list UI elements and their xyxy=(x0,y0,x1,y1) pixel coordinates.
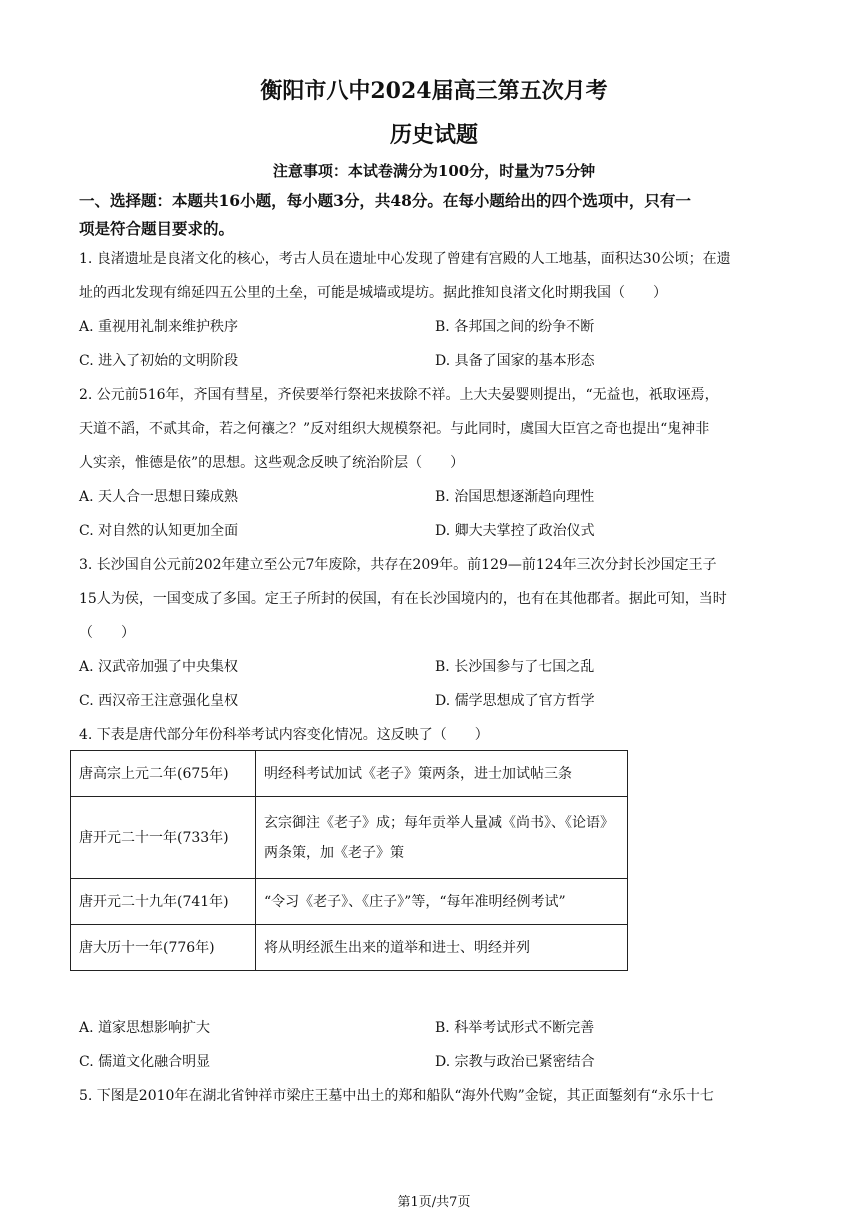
table-row xyxy=(71,751,628,797)
table-row xyxy=(71,925,628,971)
question-2-option-c: C. 对自然的认知更加全面 xyxy=(79,523,239,539)
question-4-option-a: A. 道家思想影响扩大 xyxy=(79,1020,211,1036)
question-2-option-b: B. 治国思想逐渐趋向理性 xyxy=(435,489,595,505)
question-2-option-d: D. 卿大夫掌控了政治仪式 xyxy=(435,523,595,539)
table-cell-content: “令习《老子》、《庄子》”等，“每年准明经例考试” xyxy=(256,879,628,925)
exam-title: 衡阳市八中2024届高三第五次月考 xyxy=(260,78,608,104)
question-4-option-b: B. 科举考试形式不断完善 xyxy=(435,1020,595,1036)
question-5-line-1: 5. 下图是2010年在湖北省钟祥市梁庄王墓中出土的郑和船队“海外代购”金锭，其正面錾刻有“永乐十七 xyxy=(79,1088,714,1104)
question-3-option-a: A. 汉武帝加强了中央集权 xyxy=(79,659,239,675)
question-4-option-c: C. 儒道文化融合明显 xyxy=(79,1054,211,1070)
table-cell-content: 明经科考试加试《老子》策两条，进士加试帖三条 xyxy=(256,751,628,797)
question-2-option-a: A. 天人合一思想日臻成熟 xyxy=(79,489,239,505)
page-number: 第1页/共7页 xyxy=(397,1195,471,1210)
question-1-option-c: C. 进入了初始的文明阶段 xyxy=(79,353,239,369)
question-1-line-2: 址的西北发现有绵延四五公里的土垒，可能是城墙或堤坊。据此推知良渚文化时期我国（ ） xyxy=(79,285,667,301)
question-2-line-2: 天道不謟，不贰其命，若之何禳之？”反对组织大规模祭祀。与此同时，虞国大臣宫之奇也提出“鬼神非 xyxy=(79,421,710,437)
exam-notice: 注意事项：本试卷满分为100分，时量为75分钟 xyxy=(272,162,596,180)
question-4-line-1: 4. 下表是唐代部分年份科举考试内容变化情况。这反映了（ ） xyxy=(79,727,489,743)
exam-subtitle: 历史试题 xyxy=(389,122,478,148)
table-cell-year: 唐高宗上元二年(675年) xyxy=(71,751,256,797)
question-1-option-b: B. 各邦国之间的纷争不断 xyxy=(435,319,595,335)
question-1-option-a: A. 重视用礼制来维护秩序 xyxy=(79,319,239,335)
question-2-line-3: 人实亲，惟德是依”的思想。这些观念反映了统治阶层（ ） xyxy=(79,455,465,471)
question-2-line-1: 2. 公元前516年，齐国有彗星，齐侯要举行祭祀来拔除不祥。上大夫晏婴则提出，“无益也，祇取诬焉， xyxy=(79,387,719,403)
question-3-line-3: （ ） xyxy=(79,625,135,641)
table-cell-content: 玄宗御注《老子》成；每年贡举人量减《尚书》、《论语》两条策，加《老子》策 xyxy=(256,797,628,879)
question-4-option-d: D. 宗教与政治已紧密结合 xyxy=(435,1054,595,1070)
question-1-line-1: 1. 良渚遗址是良渚文化的核心，考古人员在遗址中心发现了曾建有宫殿的人工地基，面积达30公顷；在遗 xyxy=(79,251,731,267)
question-4-table xyxy=(70,750,628,971)
question-3-line-2: 15人为侯，一国变成了多国。定王子所封的侯国，有在长沙国境内的，也有在其他郡者。据此可知，当时 xyxy=(79,591,727,607)
question-1-option-d: D. 具备了国家的基本形态 xyxy=(435,353,595,369)
table-row xyxy=(71,879,628,925)
table-cell-content: 将从明经派生出来的道举和进士、明经并列 xyxy=(256,925,628,971)
question-3-option-d: D. 儒学思想成了官方哲学 xyxy=(435,693,595,709)
question-3-option-c: C. 西汉帝王注意强化皇权 xyxy=(79,693,239,709)
section-heading-line1: 一、选择题：本题共16小题，每小题3分，共48分。在每小题给出的四个选项中，只有一 xyxy=(79,191,691,210)
table-row xyxy=(71,797,628,879)
question-3-option-b: B. 长沙国参与了七国之乱 xyxy=(435,659,595,675)
table-cell-year: 唐大历十一年(776年) xyxy=(71,925,256,971)
question-3-line-1: 3. 长沙国自公元前202年建立至公元7年废除，共存在209年。前129—前124年三次分封长沙国定王子 xyxy=(79,557,717,573)
table-cell-year: 唐开元二十一年(733年) xyxy=(71,797,256,879)
section-heading-line2: 项是符合题目要求的。 xyxy=(79,219,235,238)
table-cell-year: 唐开元二十九年(741年) xyxy=(71,879,256,925)
